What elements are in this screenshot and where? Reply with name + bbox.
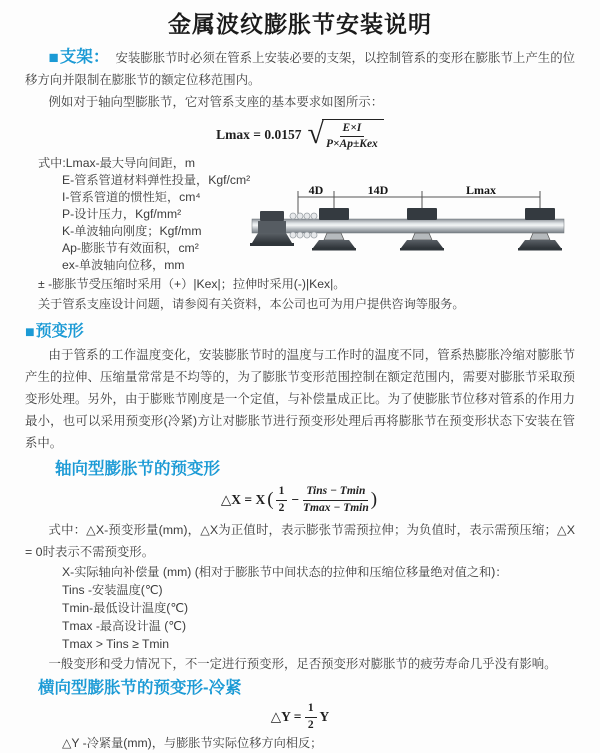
open-paren: ( <box>267 489 274 510</box>
support-heading-label: 支架： <box>59 48 110 66</box>
one-half-fraction <box>305 702 317 731</box>
variable-line: I-管系管道的惯性矩，cm⁴ <box>62 190 201 204</box>
variable-line: ex-单波轴向位移，mm <box>62 258 185 272</box>
dim-label-4d: 4D <box>308 183 324 197</box>
formula1-fraction <box>326 122 378 151</box>
dim-label-14d: 14D <box>367 183 389 197</box>
page-title: 金属波纹膨胀节安装说明 <box>168 11 432 37</box>
one-half-fraction <box>276 485 288 514</box>
half-numerator: 1 <box>276 485 288 500</box>
variable-line: P-设计压力，Kgf/mm² <box>62 207 182 221</box>
formula1-denominator: P×Ap±Kex <box>325 138 378 150</box>
formula2-lhs: △X = X <box>220 492 266 507</box>
lateral-note: △Y -冷紧量(mm)，与膨胀节实际位移方向相反； <box>62 736 323 750</box>
axial-variable-line: Tins -安装温度(℃) <box>62 583 163 597</box>
formula-variables-section <box>25 155 575 274</box>
section-bullet-icon: ■ <box>48 48 59 67</box>
minus-operator: − <box>291 492 300 507</box>
formula3-rhs: Y <box>316 709 330 724</box>
section-bullet-icon: ■ <box>25 324 35 341</box>
axial-variable-line: Tmin-最低设计温度(℃) <box>62 601 189 615</box>
plus-minus-note: ± -膨胀节受压缩时采用（+）|Kex|；拉伸时采用(-)|Kex|。 <box>38 277 346 291</box>
half-numerator: 1 <box>305 702 317 717</box>
lateral-coldpull-formula <box>25 702 575 732</box>
axial-explanation: 式中：△X-预变形量(mm)，△X为正值时，表示膨张节需预拉伸；为负值时，表示需预压缩；△X = 0时表示不需预变形。 <box>25 523 575 559</box>
variable-line: E-管系管道材料弹性投量，Kgf/cm² <box>62 173 251 187</box>
axial-predeform-formula <box>25 483 575 517</box>
support-intro-paragraph <box>25 46 575 91</box>
radical-glyph: √ <box>307 116 324 150</box>
consult-note: 关于管系支座设计问题，请参阅有关资料，本公司也可为用户提供咨询等服务。 <box>38 297 465 311</box>
axial-variable-line: X-实际轴向补偿量 (mm) (相对于膨胀节中间状态的拉伸和压缩位移量绝对值之和)： <box>62 565 508 579</box>
pipe <box>252 219 564 233</box>
guide-spacing-formula <box>25 117 575 153</box>
axial-variable-line: Tmax -最高设计温 (℃) <box>62 619 187 633</box>
variable-line: 式中:Lmax-最大导向间距，m <box>38 156 196 170</box>
support-intro-text: 安装膨胀节时必须在管系上安装必要的支架，以控制管系的变形在膨胀节上产生的位移方向并限制在膨胀节的额定位移范围内。 <box>25 51 576 87</box>
axial-variable-line: Tmax > Tins ≥ Tmin <box>62 637 170 651</box>
lateral-subheading: 横向型膨胀节的预变形-冷紧 <box>38 679 242 697</box>
predeform-body: 由于管系的工作温度变化，安装膨胀节时的温度与工作时的温度不同，管系热膨胀冷缩对膨胀节产生的拉伸、压缩量常常是不均等的，为了膨胀节变形范围控制在额定范围内，需要对膨胀节采取预变形处理。另外，由于膨账节刚度是一个定值，与补偿量成正比。为了使膨胀节位移对管系的作用力最小，也可以采用预变形(冷紧)方让对膨胀节进行预变形处理后再将膨胀节在预变形状态下安装在管系中。 <box>25 348 575 450</box>
half-denominator: 2 <box>307 718 314 731</box>
formula1-numerator: E×I <box>340 122 365 137</box>
temp-denominator: Tmax − Tmin <box>303 501 369 514</box>
predeform-heading-label: 预变形 <box>35 323 84 340</box>
predeform-section-heading <box>25 320 575 344</box>
formula3-lhs: △Y = <box>270 709 305 724</box>
support-section-heading <box>48 48 116 67</box>
temperature-fraction <box>303 485 369 514</box>
axial-note: 一般变形和受力情况下，不一定进行预变形，足否预变形对膨胀节的疲劳寿命几乎没有影响。 <box>48 657 557 671</box>
axial-subheading: 轴向型膨胀节的预变形 <box>55 460 220 478</box>
pipe-support-diagram <box>252 183 587 278</box>
close-paren: ) <box>370 489 378 510</box>
variable-line: K-单波轴向刚度；Kgf/mm <box>62 224 202 238</box>
support-example-line: 例如对于轴向型膨胀节，它对管系支座的基本要求如图所示： <box>48 95 384 109</box>
variable-line: Ap-膨胀节有效面积，cm² <box>62 241 199 255</box>
dim-label-lmax: Lmax <box>466 183 496 197</box>
sqrt-radical <box>307 116 384 151</box>
formula1-lhs: Lmax = 0.0157 <box>216 127 302 142</box>
temp-numerator: Tins − Tmin <box>303 485 368 500</box>
half-denominator: 2 <box>278 501 285 514</box>
